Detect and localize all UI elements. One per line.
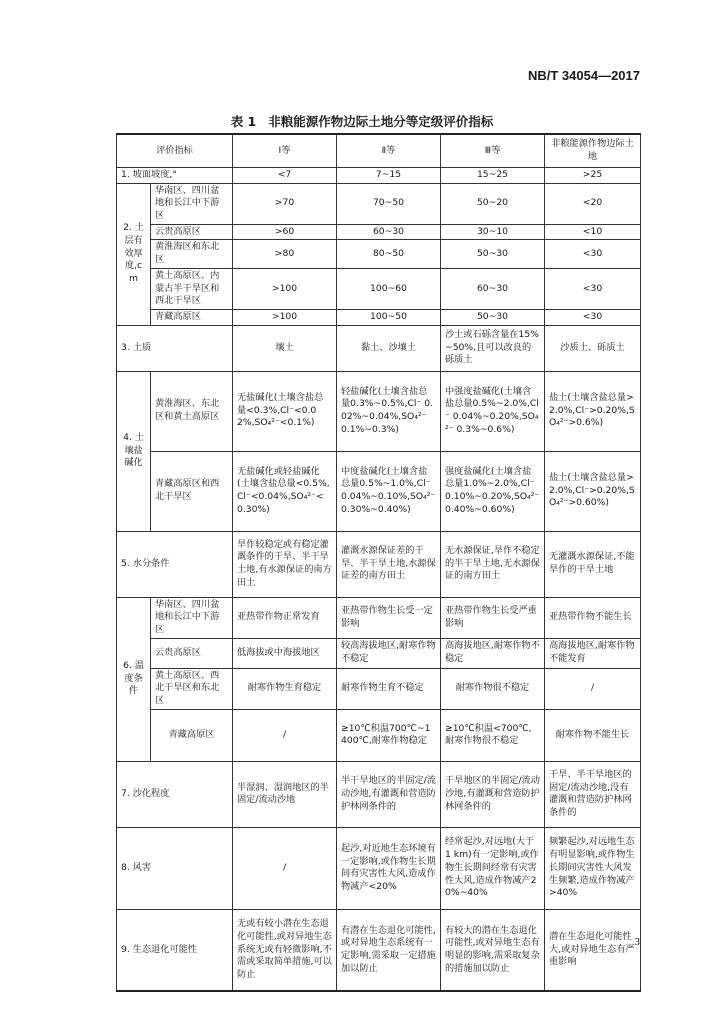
table-cell: 无水源保证,旱作不稳定的半干旱土地,无水源保证的南方田土 bbox=[441, 531, 545, 597]
table-cell: 亚热带作物生长受一定影响 bbox=[337, 597, 441, 638]
table-cell: 较高海拔地区,耐寒作物不稳定 bbox=[337, 638, 441, 668]
table-row bbox=[117, 638, 641, 668]
table-cell: <30 bbox=[545, 309, 641, 325]
region-cell: 黄土高原区、西北干旱区和东北区 bbox=[151, 668, 233, 709]
table-row bbox=[117, 909, 641, 991]
header-marginal: 非粮能源作物边际土地 bbox=[545, 134, 641, 168]
table-cell: 半湿润、湿润地区的半固定/流动沙地 bbox=[233, 761, 337, 827]
table-row bbox=[117, 224, 641, 240]
table-row bbox=[117, 709, 641, 761]
table-cell: / bbox=[233, 709, 337, 761]
table-cell: <10 bbox=[545, 224, 641, 240]
table-cell: 亚热带作物不能生长 bbox=[545, 597, 641, 638]
table-cell: 频繁起沙,对远地生态有明显影响,或作物生长期间灾害性大风发生频繁,造成作物减产>40% bbox=[545, 827, 641, 909]
table-row bbox=[117, 761, 641, 827]
header-grade-2: Ⅱ等 bbox=[337, 134, 441, 168]
region-cell: 云贵高原区 bbox=[151, 224, 233, 240]
row-label: 8. 风害 bbox=[117, 827, 233, 909]
table-cell: / bbox=[233, 827, 337, 909]
table-row bbox=[117, 451, 641, 531]
table-cell: 100~50 bbox=[337, 309, 441, 325]
table-cell: 耐寒作物生育稳定 bbox=[233, 668, 337, 709]
row-label: 6. 温度条件 bbox=[117, 597, 151, 761]
table-cell: 50~30 bbox=[441, 309, 545, 325]
table-row bbox=[117, 531, 641, 597]
table-cell: 潜在生态退化可能性大,或对异地生态有严重影响 bbox=[545, 909, 641, 991]
row-label: 2. 土层有效厚度,cm bbox=[117, 183, 151, 325]
table-row bbox=[117, 325, 641, 371]
region-cell: 青藏高原区和西北干旱区 bbox=[151, 451, 233, 531]
table-cell: 有潜在生态退化可能性,或对异地生态系统有一定影响,需采取一定措施加以防止 bbox=[337, 909, 441, 991]
table-cell: ≥10℃积温<700℃,耐寒作物很不稳定 bbox=[441, 709, 545, 761]
table-cell: 沙土或石砾含量在15%~50%,且可以改良的砾质土 bbox=[441, 325, 545, 371]
table-cell: 50~30 bbox=[441, 240, 545, 268]
region-cell: 华南区、四川盆地和长江中下游区 bbox=[151, 183, 233, 224]
table-cell: 旱作较稳定或有稳定灌溉条件的干旱、半干旱土地,有水源保证的南方田土 bbox=[233, 531, 337, 597]
table-cell: 亚热带作物生长受严重影响 bbox=[441, 597, 545, 638]
table-cell: 轻盐碱化(土壤含盐总量0.3%~0.5%,Cl⁻ 0.02%~0.04%,SO₄²⁻ 0.1%~0.3%) bbox=[337, 371, 441, 451]
table-cell: >100 bbox=[233, 309, 337, 325]
table-cell: 30~10 bbox=[441, 224, 545, 240]
table-cell: <30 bbox=[545, 268, 641, 309]
region-cell: 黄淮海区和东北区 bbox=[151, 240, 233, 268]
table-cell: <30 bbox=[545, 240, 641, 268]
table-cell: ≥10℃积温700℃~1 400℃,耐寒作物稳定 bbox=[337, 709, 441, 761]
table-title bbox=[0, 112, 724, 130]
region-cell: 云贵高原区 bbox=[151, 638, 233, 668]
table-cell: 干旱地区的半固定/流动沙地,有灌溉和营造防护林网条件的 bbox=[441, 761, 545, 827]
header-grade-3: Ⅲ等 bbox=[441, 134, 545, 168]
table-cell: >25 bbox=[545, 168, 641, 184]
table-row bbox=[117, 240, 641, 268]
table-cell: 80~50 bbox=[337, 240, 441, 268]
table-cell: 100~60 bbox=[337, 268, 441, 309]
table-cell: 无盐碱化(土壤含盐总量<0.3%,Cl⁻<0.02%,SO₄²⁻<0.1%) bbox=[233, 371, 337, 451]
table-cell: 壤土 bbox=[233, 325, 337, 371]
table-cell: 起沙,对近地生态环境有一定影响,或作物生长期间有灾害性大风,造成作物减产<20% bbox=[337, 827, 441, 909]
table-cell: / bbox=[545, 668, 641, 709]
table-cell: 高海拔地区,耐寒作物不能发育 bbox=[545, 638, 641, 668]
table-cell: 亚热带作物正常发育 bbox=[233, 597, 337, 638]
region-cell: 黄淮海区、东北区和黄土高原区 bbox=[151, 371, 233, 451]
table-row bbox=[117, 183, 641, 224]
table-cell: 黏土、沙壤土 bbox=[337, 325, 441, 371]
row-label: 3. 土质 bbox=[117, 325, 233, 371]
row-label: 9. 生态退化可能性 bbox=[117, 909, 233, 991]
table-cell: >100 bbox=[233, 268, 337, 309]
table-row bbox=[117, 168, 641, 184]
table-cell: 60~30 bbox=[337, 224, 441, 240]
table-cell: 干旱、半干旱地区的固定/流动沙地,没有灌溉和营造防护林网条件的 bbox=[545, 761, 641, 827]
row-label: 4. 土壤盐碱化 bbox=[117, 371, 151, 531]
table-cell: 高海拔地区,耐寒作物不稳定 bbox=[441, 638, 545, 668]
row-label: 7. 沙化程度 bbox=[117, 761, 233, 827]
region-cell: 黄土高原区、内蒙古半干旱区和西北干旱区 bbox=[151, 268, 233, 309]
header-grade-1: Ⅰ等 bbox=[233, 134, 337, 168]
table-cell: 无灌溉水源保证,不能旱作的干旱土地 bbox=[545, 531, 641, 597]
table-cell: 强度盐碱化(土壤含盐总量1.0%~2.0%,Cl⁻ 0.10%~0.20%,SO₄²⁻ 0.40%~0.60%) bbox=[441, 451, 545, 531]
table-cell: 70~50 bbox=[337, 183, 441, 224]
table-row bbox=[117, 827, 641, 909]
table-caption: 非粮能源作物边际土地分等定级评价指标 bbox=[268, 114, 494, 129]
table-cell: 低海拔或中海拔地区 bbox=[233, 638, 337, 668]
table-row bbox=[117, 309, 641, 325]
document-code: NB/T 34054—2017 bbox=[527, 68, 640, 83]
table-row bbox=[117, 268, 641, 309]
table-cell: >70 bbox=[233, 183, 337, 224]
row-label: 5. 水分条件 bbox=[117, 531, 233, 597]
table-cell: 中度盐碱化(土壤含盐总量0.5%~1.0%,Cl⁻ 0.04%~0.10%,SO₄²⁻ 0.30%~0.40%) bbox=[337, 451, 441, 531]
table-cell: >60 bbox=[233, 224, 337, 240]
table-header-row bbox=[117, 134, 641, 168]
table-cell: 沙质土、砾质土 bbox=[545, 325, 641, 371]
table-cell: 中强度盐碱化(土壤含盐总量0.5%~2.0%,Cl⁻ 0.04%~0.20%,SO₄²⁻ 0.3%~0.6%) bbox=[441, 371, 545, 451]
table-row bbox=[117, 668, 641, 709]
table-cell: <20 bbox=[545, 183, 641, 224]
evaluation-table bbox=[116, 133, 641, 992]
table-number: 表 1 bbox=[230, 114, 257, 129]
table-row bbox=[117, 371, 641, 451]
table-cell: 灌溉水源保证差的干旱、半干旱土地,水源保证差的南方田土 bbox=[337, 531, 441, 597]
table-cell: 半干旱地区的半固定/流动沙地,有灌溉和营造防护林网条件的 bbox=[337, 761, 441, 827]
table-cell: 耐寒作物很不稳定 bbox=[441, 668, 545, 709]
region-cell: 华南区、四川盆地和长江中下游区 bbox=[151, 597, 233, 638]
table-cell: 7~15 bbox=[337, 168, 441, 184]
region-cell: 青藏高原区 bbox=[151, 709, 233, 761]
page-number: 3 bbox=[634, 936, 640, 948]
table-cell: <7 bbox=[233, 168, 337, 184]
table-cell: 有较大的潜在生态退化可能性,或对异地生态有明显的影响,需采取复杂的措施加以防止 bbox=[441, 909, 545, 991]
table-cell: >80 bbox=[233, 240, 337, 268]
table-cell: 耐寒作物生育不稳定 bbox=[337, 668, 441, 709]
header-indicator: 评价指标 bbox=[117, 134, 233, 168]
table-cell: 50~20 bbox=[441, 183, 545, 224]
table-cell: 无盐碱化或轻盐碱化(土壤含盐总量<0.5%,Cl⁻<0.04%,SO₄²⁻<0.30%) bbox=[233, 451, 337, 531]
table-cell: 60~30 bbox=[441, 268, 545, 309]
table-row bbox=[117, 597, 641, 638]
table-cell: 经常起沙,对远地(大于1 km)有一定影响,或作物生长期间经常有灾害性大风,造成作物减产20%~40% bbox=[441, 827, 545, 909]
table-cell: 盐土(土壤含盐总量>2.0%,Cl⁻>0.20%,SO₄²⁻>0.6%) bbox=[545, 371, 641, 451]
table-cell: 15~25 bbox=[441, 168, 545, 184]
table-cell: 耐寒作物不能生长 bbox=[545, 709, 641, 761]
table-cell: 无或有较小潜在生态退化可能性,或对异地生态系统无或有轻微影响,不需或采取简单措施,可以防止 bbox=[233, 909, 337, 991]
row-label: 1. 坡面坡度,° bbox=[117, 168, 233, 184]
region-cell: 青藏高原区 bbox=[151, 309, 233, 325]
table-cell: 盐土(土壤含盐总量>2.0%,Cl⁻>0.20%,SO₄²⁻>0.60%) bbox=[545, 451, 641, 531]
